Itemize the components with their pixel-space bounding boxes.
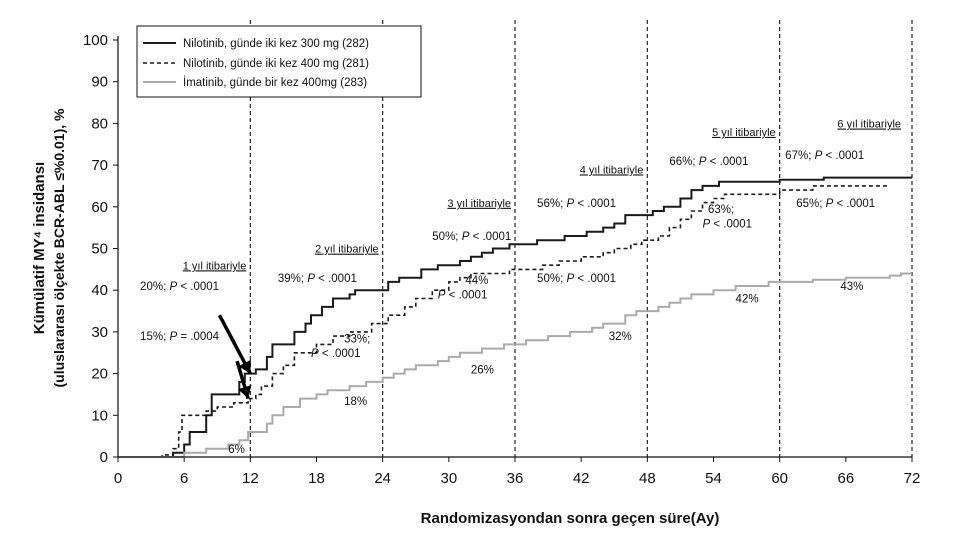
series-line-1 — [118, 186, 890, 457]
annotation-arrows — [219, 315, 251, 398]
x-tick-label: 24 — [374, 470, 392, 487]
x-tick-label: 54 — [705, 470, 722, 487]
y-axis-title-line1: Kümülatif MY⁴ insidansı — [31, 161, 48, 335]
data-annotation: 65%; P < .0001 — [796, 197, 876, 210]
y-tick-label: 100 — [82, 32, 108, 49]
data-annotation: 39%; P < .0001 — [277, 272, 357, 285]
data-annotation: 56%; P < .0001 — [537, 197, 617, 210]
milestone-labels — [183, 119, 901, 273]
data-annotation: 15%; P = .0004 — [140, 331, 220, 344]
data-annotation: 44% — [465, 274, 489, 287]
data-annotation: 26% — [470, 364, 494, 377]
data-annotation: P < .0001 — [702, 218, 753, 231]
x-tick-label: 36 — [506, 470, 524, 487]
data-annotation: 50%; P < .0001 — [432, 231, 512, 244]
y-axis-title — [31, 108, 67, 388]
x-axis-title: Randomizasyondan sonra geçen süre(Ay) — [420, 510, 720, 527]
milestone-label: 2 yıl itibariyle — [315, 243, 379, 256]
y-tick-label: 60 — [91, 198, 108, 216]
data-annotation: 32% — [608, 331, 632, 344]
legend — [137, 26, 421, 97]
x-tick-label: 48 — [638, 470, 656, 487]
y-tick-label: 10 — [91, 407, 108, 425]
x-tick-label: 12 — [241, 470, 259, 487]
x-tick-label: 66 — [837, 470, 855, 487]
data-annotation: 43% — [840, 281, 864, 294]
y-tick-label: 30 — [91, 323, 108, 341]
data-annotation: 42% — [735, 293, 759, 306]
legend-label-imatinib: İmatinib, günde bir kez 400mg (283) — [183, 77, 368, 89]
data-annotation: P < .0001 — [310, 347, 361, 360]
y-tick-label: 80 — [91, 115, 108, 133]
y-tick-label: 20 — [91, 365, 108, 383]
milestone-label: 5 yıl itibariyle — [712, 126, 776, 139]
data-annotation: 63%; — [707, 204, 735, 217]
y-tick-label: 70 — [91, 157, 108, 175]
milestone-label: 3 yıl itibariyle — [447, 197, 511, 210]
y-tick-label: 90 — [91, 73, 108, 91]
data-annotation: 20%; P < .0001 — [140, 281, 220, 294]
data-annotation: 33%; — [344, 333, 371, 346]
x-tick-label: 72 — [903, 470, 921, 487]
x-tick-label: 30 — [440, 470, 458, 487]
x-tick-label: 18 — [308, 470, 325, 487]
legend-label-nilotinib-400: Nilotinib, günde iki kez 400 mg (281) — [183, 58, 370, 70]
y-tick-label: 0 — [99, 449, 108, 466]
x-tick-label: 0 — [113, 470, 123, 487]
x-tick-label: 6 — [179, 470, 189, 487]
x-tick-label: 42 — [572, 470, 590, 487]
milestone-label: 1 yıl itibariyle — [182, 260, 247, 273]
y-axis-title-line2: (uluslararası ölçekte BCR-ABL ≤%0.01), % — [51, 108, 67, 388]
x-axis-ticks — [114, 457, 921, 487]
data-annotation: 50%; P < .0001 — [537, 272, 617, 285]
y-axis-ticks — [83, 32, 118, 466]
x-tick-label: 60 — [771, 470, 789, 487]
data-annotation: 66%; P < .0001 — [669, 156, 749, 169]
legend-label-nilotinib-300: Nilotinib, günde iki kez 300 mg (282) — [183, 38, 370, 50]
milestone-label: 6 yıl itibariyle — [837, 118, 901, 131]
data-annotation: 18% — [344, 395, 368, 408]
data-annotation: P < .0001 — [437, 289, 488, 302]
y-tick-label: 50 — [91, 240, 108, 258]
y-tick-label: 40 — [91, 282, 108, 300]
data-annotation: 67%; P < .0001 — [785, 149, 865, 162]
data-annotation: 6% — [228, 443, 245, 456]
milestone-label: 4 yıl itibariyle — [579, 164, 644, 177]
